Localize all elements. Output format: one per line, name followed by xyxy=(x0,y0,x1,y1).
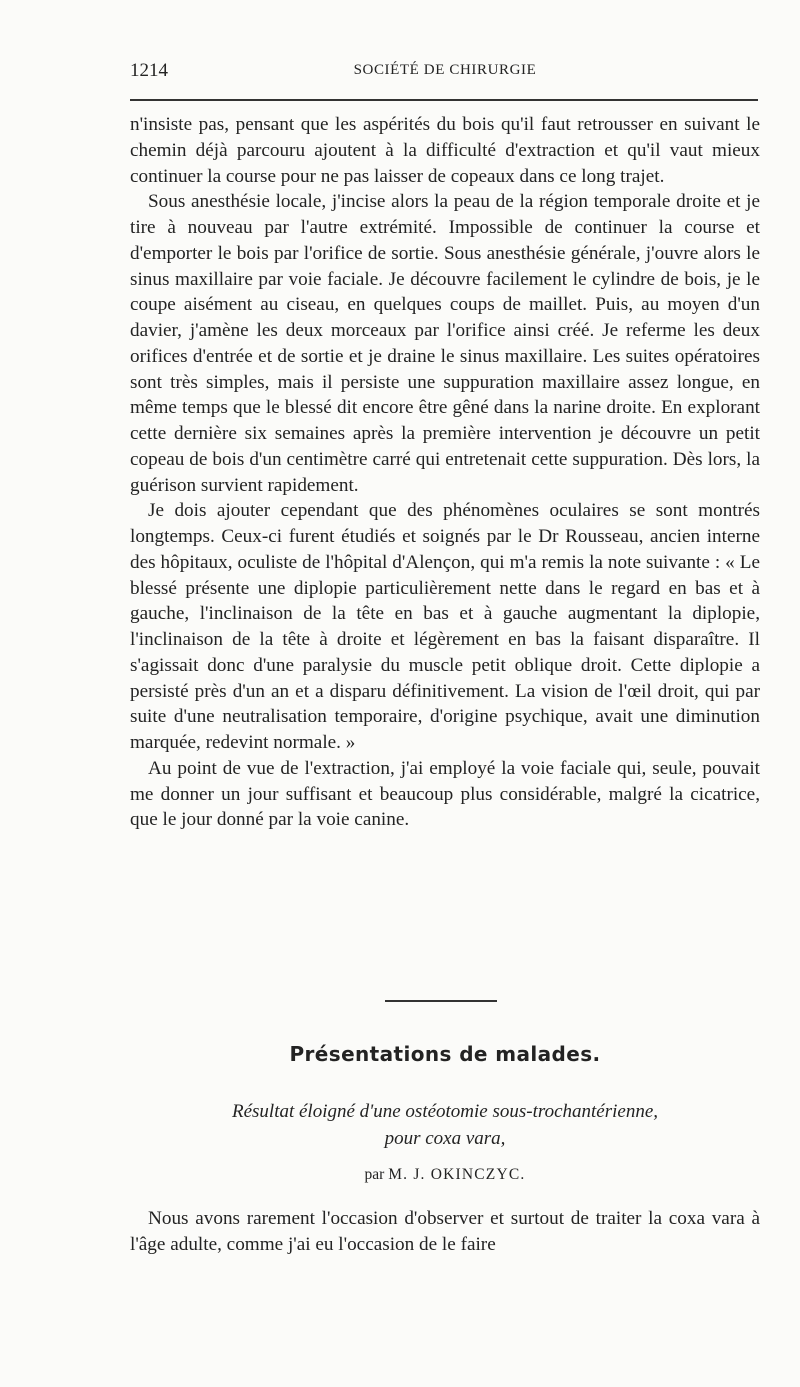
article-title-line: Résultat éloigné d'une ostéotomie sous-trochantérienne, xyxy=(231,1101,659,1122)
paragraph: n'insiste pas, pensant que les aspérités du bois qu'il faut retrousser en suivant le chemin déjà parcouru ajoutent à la difficulté d'extraction et qu'il vaut mieux continuer la course pour ne pas laisser de copeaux dans ce long trajet. xyxy=(130,114,760,187)
paragraph: Je dois ajouter cependant que des phénomènes oculaires se sont montrés longtemps. Ceux-ci furent étudiés et soignés par le Dr Rousseau, ancien interne des hôpitaux, oculiste de l'hôpital d'Alençon, qui m'a remis la note suivante : « Le blessé présente une diplopie particulièrement nette dans le regard en bas et à gauche, l'inclinaison de la tête en bas et à gauche augmentant la diplopie, l'inclinaison de la tête à droite et légèrement en bas la faisant disparaître. Il s'agissait donc d'une paralysie du muscle petit oblique droit. Cette diplopie a persisté près d'un an et a disparu définitivement. La vision de l'œil droit, qui par suite d'une neutralisation temporaire, d'origine psychique, avait une diminution marquée, redevint normale. » xyxy=(130,500,760,753)
page-number: 1214 xyxy=(130,60,168,81)
running-head: SOCIÉTÉ DE CHIRURGIE xyxy=(353,62,537,78)
article-intro xyxy=(130,1206,760,1258)
article-title-line: pour coxa vara, xyxy=(384,1128,506,1149)
body-text xyxy=(130,112,760,833)
byline xyxy=(130,1166,760,1184)
paragraph: Nous avons rarement l'occasion d'observer et surtout de traiter la coxa vara à l'âge adulte, comme j'ai eu l'occasion de le faire xyxy=(130,1208,760,1255)
page-header xyxy=(130,58,760,86)
byline-author: M. J. OKINCZYC. xyxy=(388,1166,526,1183)
byline-prefix: par xyxy=(364,1166,385,1183)
paragraph: Sous anesthésie locale, j'incise alors la peau de la région temporale droite et je tire à nouveau par l'autre extrémité. Impossible de continuer la course et d'emporter le bois par l'orifice de sortie. Sous anesthésie générale, j'ouvre alors le sinus maxillaire par voie faciale. Je découvre facilement le cylindre de bois, je le coupe aisément au ciseau, en quelques coups de maillet. Puis, au moyen d'un davier, j'amène les deux morceaux par l'orifice ainsi créé. Je referme les deux orifices d'entrée et de sortie et je draine le sinus maxillaire. Les suites opératoires sont très simples, mais il persiste une suppuration maxillaire assez longue, en même temps que le blessé dit encore être gêné dans la narine droite. En explorant cette dernière six semaines après la première intervention je découvre un petit copeau de bois d'un centimètre carré qui entretenait cette suppuration. Dès lors, la guérison survient rapidement. xyxy=(130,191,760,496)
header-rule xyxy=(130,99,758,101)
article-title xyxy=(130,1098,760,1152)
paragraph: Au point de vue de l'extraction, j'ai employé la voie faciale qui, seule, pouvait me donner un jour suffisant et beaucoup plus considérable, malgré la cicatrice, que le jour donné par la voie canine. xyxy=(130,757,760,831)
section-rule xyxy=(385,1000,497,1002)
section-title: Présentations de malades. xyxy=(289,1042,601,1066)
